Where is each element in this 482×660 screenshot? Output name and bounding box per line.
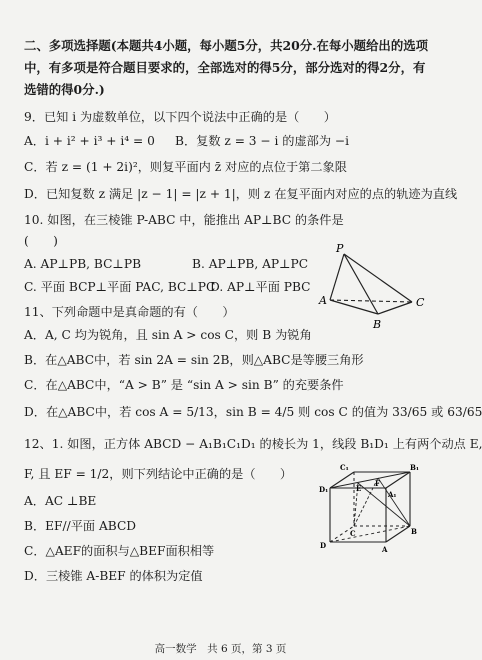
q10-stem: 10. 如图，在三棱锥 P-ABC 中，能推出 AP⊥BC 的条件是	[24, 213, 344, 227]
q9-stem: 9．已知 i 为虚数单位，以下四个说法中正确的是（ ）	[24, 110, 336, 124]
label-b: B	[373, 318, 382, 331]
q10-paren: ( )	[24, 234, 58, 248]
section-header-line2: 中，有多项是符合题目要求的，全部选对的得5分，部分选对的得2分，有	[24, 60, 426, 75]
label-a1: A₁	[388, 490, 397, 499]
edge-c-b	[386, 526, 410, 542]
q11-option-d: D．在△ABC中，若 cos A = 5/13，sin B = 4/5 则 cos C 的值为 33/65 或 63/65	[24, 405, 482, 419]
tetrahedron-figure	[318, 242, 430, 338]
label-e: E	[356, 484, 362, 493]
label-f: F	[375, 479, 380, 488]
q12-option-a: A．AC ⊥BE	[24, 494, 97, 508]
cube-figure	[318, 462, 418, 554]
q12-stem-line2: F, 且 EF = 1/2，则下列结论中正确的是（ ）	[24, 467, 293, 481]
q12-option-b: B．EF//平面 ABCD	[24, 519, 137, 533]
q9-option-d: D．已知复数 z 满足 |z − 1| = |z + 1|，则 z 在复平面内对应的点的轨迹为直线	[24, 187, 458, 201]
q12-option-d: D．三棱锥 A-BEF 的体积为定值	[24, 569, 203, 583]
edge-pa	[330, 254, 344, 300]
label-p: P	[336, 242, 344, 255]
label-b: B	[411, 527, 417, 536]
page-footer: 高一数学 共 6 页，第 3 页	[154, 643, 287, 655]
edge-bc	[378, 302, 412, 314]
q12-stem-line1: 12、1. 如图，正方体 ABCD − A₁B₁C₁D₁ 的棱长为 1，线段 B₁D₁ 上有两个动点 E,	[24, 437, 482, 451]
q11-option-b: B．在△ABC中，若 sin 2A = sin 2B，则△ABC是等腰三角形	[24, 353, 364, 367]
label-a: A	[319, 294, 327, 307]
segment-b-e	[358, 483, 410, 526]
q10-option-b: B. AP⊥PB, AP⊥PC	[192, 257, 309, 271]
q11-option-a: A．A, C 均为锐角，且 sin A > cos C，则 B 为锐角	[24, 328, 312, 342]
section-header-line3: 选错的得0分.)	[24, 82, 105, 97]
segment-b-f	[378, 478, 410, 526]
section-header-line1: 二、多项选择题(本题共4小题，每小题5分，共20分.在每小题给出的选项	[24, 38, 428, 53]
q11-stem: 11、下列命题中是真命题的有（ ）	[24, 305, 235, 319]
label-c: C	[416, 296, 425, 309]
edge-pc	[344, 254, 412, 302]
label-c: C	[350, 529, 356, 538]
label-b1: B₁	[410, 463, 419, 472]
q9-option-a: A．i + i² + i³ + i⁴ = 0	[24, 134, 155, 148]
q10-option-c: C. 平面 BCP⊥平面 PAC, BC⊥PC	[24, 280, 216, 294]
label-d: D	[320, 541, 327, 550]
q10-option-d: D. AP⊥平面 PBC	[210, 280, 311, 294]
q9-option-c: C．若 z = (1 + 2i)²，则复平面内 z̄ 对应的点位于第二象限	[24, 160, 347, 174]
label-c1: C₁	[340, 463, 349, 472]
label-d1: D₁	[319, 485, 329, 494]
q10-option-a: A. AP⊥PB, BC⊥PB	[24, 257, 142, 271]
label-a: A	[382, 545, 388, 554]
q11-option-c: C．在△ABC中，“A > B” 是 “sin A > sin B” 的充要条件	[24, 378, 344, 392]
q12-option-c: C．△AEF的面积与△BEF面积相等	[24, 544, 215, 558]
q9-option-b: B．复数 z = 3 − i 的虚部为 −i	[175, 134, 349, 148]
